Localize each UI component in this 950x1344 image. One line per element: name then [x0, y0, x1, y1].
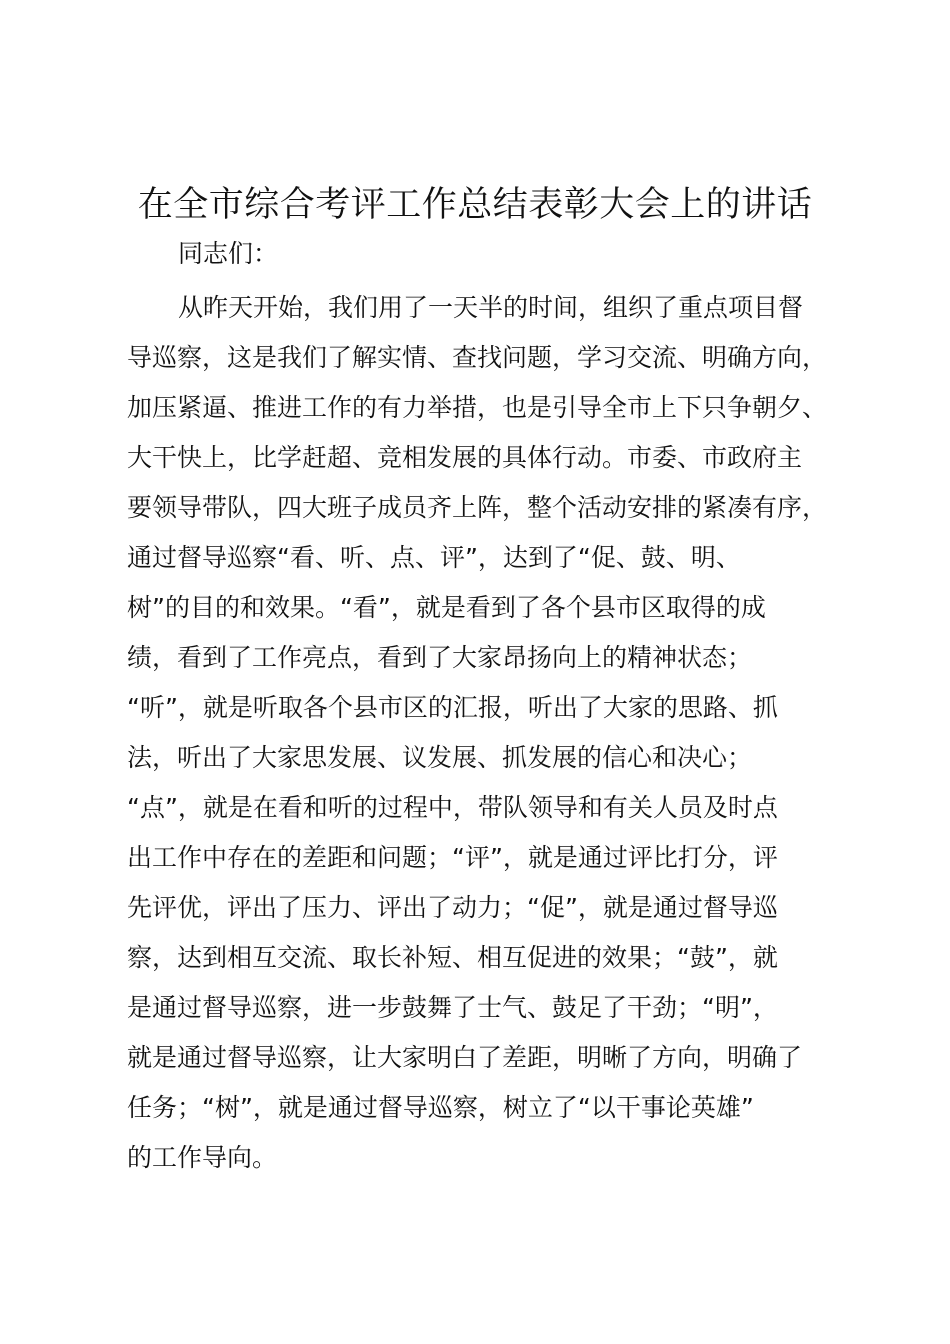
text-line: 先评优，评出了压力、评出了动力；“促”，就是通过督导巡	[127, 893, 778, 922]
text-line: 导巡察，这是我们了解实情、查找问题，学习交流、明确方向，	[127, 343, 828, 372]
text-line: 树”的目的和效果。“看”，就是看到了各个县市区取得的成	[127, 593, 766, 622]
body-paragraph	[127, 283, 867, 1183]
text-line: 从昨天开始，我们用了一天半的时间，组织了重点项目督	[178, 293, 804, 322]
text-line: 任务；“树”，就是通过督导巡察，树立了“以干事论英雄”	[127, 1093, 754, 1122]
text-line: 加压紧逼、推进工作的有力举措，也是引导全市上下只争朝夕、	[127, 393, 828, 422]
text-line: 法，听出了大家思发展、议发展、抓发展的信心和决心；	[127, 743, 753, 772]
text-line: 是通过督导巡察，进一步鼓舞了士气、鼓足了干劲；“明”，	[127, 993, 778, 1022]
text-line: 出工作中存在的差距和问题；“评”，就是通过评比打分，评	[127, 843, 778, 872]
text-line: 绩，看到了工作亮点，看到了大家昂扬向上的精神状态；	[127, 643, 753, 672]
text-line: 的工作导向。	[127, 1143, 278, 1172]
text-line: 要领导带队，四大班子成员齐上阵，整个活动安排的紧凑有序，	[127, 493, 828, 522]
text-line: “听”，就是听取各个县市区的汇报，听出了大家的思路、抓	[127, 693, 778, 722]
text-line: “点”，就是在看和听的过程中，带队领导和有关人员及时点	[127, 793, 778, 822]
salutation: 同志们：	[178, 239, 279, 268]
document-title: 在全市综合考评工作总结表彰大会上的讲话	[137, 185, 813, 225]
text-line: 察，达到相互交流、取长补短、相互促进的效果；“鼓”，就	[127, 943, 778, 972]
text-line: 大干快上，比学赶超、竞相发展的具体行动。市委、市政府主	[127, 443, 803, 472]
text-line: 就是通过督导巡察，让大家明白了差距，明晰了方向，明确了	[127, 1043, 803, 1072]
text-line: 通过督导巡察“看、听、点、评”，达到了“促、鼓、明、	[127, 543, 741, 572]
